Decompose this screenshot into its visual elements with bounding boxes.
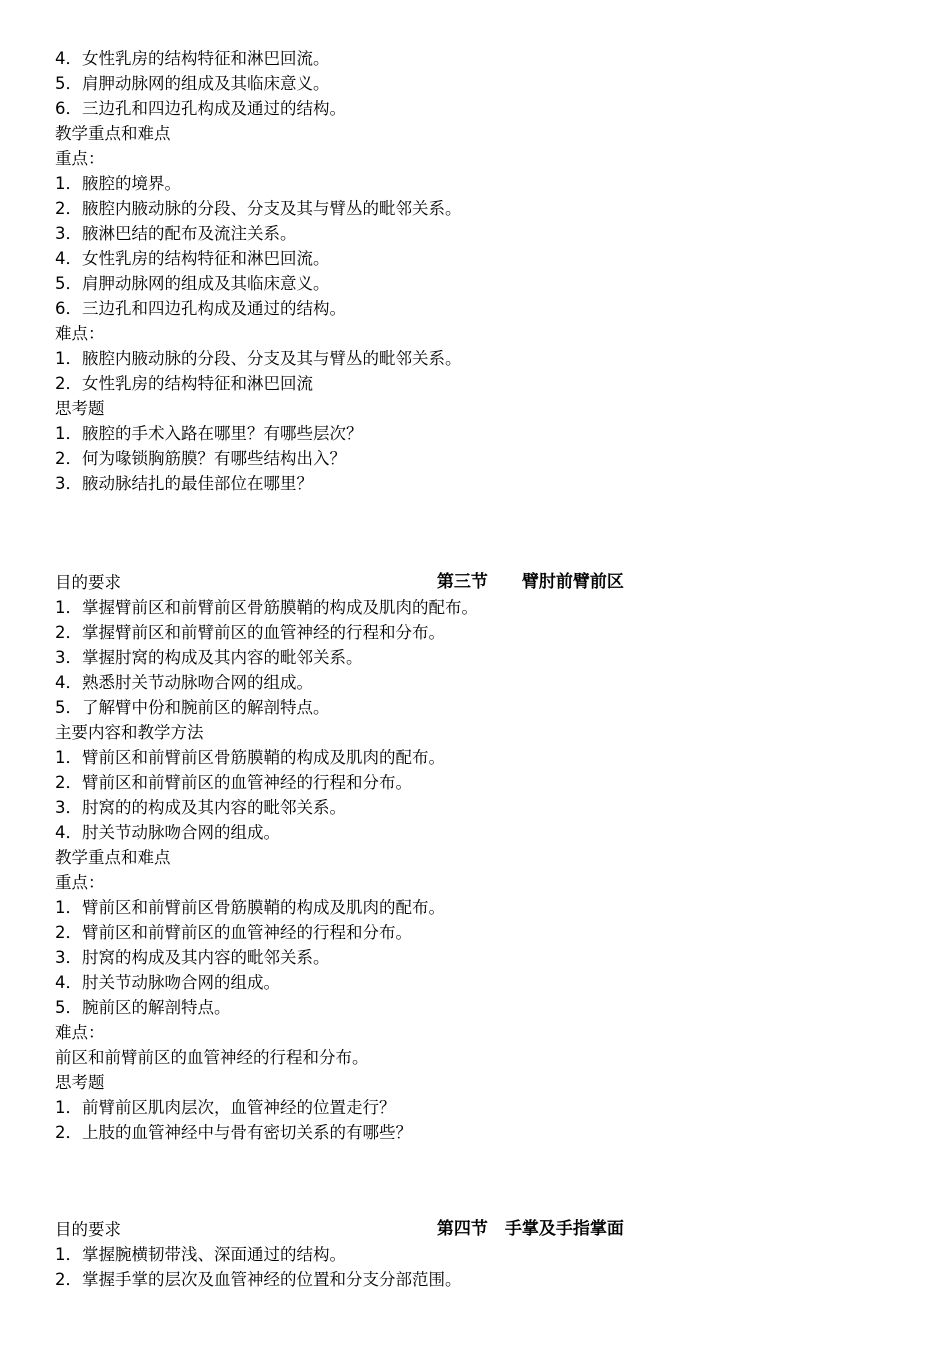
list-item: 3．肘窝的构成及其内容的毗邻关系。 xyxy=(55,948,330,967)
list-item: 3．掌握肘窝的构成及其内容的毗邻关系。 xyxy=(55,648,363,667)
list-item: 6．三边孔和四边孔构成及通过的结构。 xyxy=(55,299,346,318)
section2-tail xyxy=(55,46,915,496)
list-item: 5．肩胛动脉网的组成及其临床意义。 xyxy=(55,274,330,293)
list-item: 1．掌握臂前区和前臂前区骨筋膜鞘的构成及肌肉的配布。 xyxy=(55,598,478,617)
list-item: 3．肘窝的的构成及其内容的毗邻关系。 xyxy=(55,798,346,817)
objectives-heading: 目的要求 xyxy=(55,573,121,592)
list-item: 4．熟悉肘关节动脉吻合网的组成。 xyxy=(55,673,313,692)
section3-body xyxy=(55,570,915,1145)
content-heading: 主要内容和教学方法 xyxy=(55,723,204,742)
list-item: 1．臂前区和前臂前区骨筋膜鞘的构成及肌肉的配布。 xyxy=(55,898,445,917)
list-item: 2．臂前区和前臂前区的血管神经的行程和分布。 xyxy=(55,923,412,942)
questions-heading: 思考题 xyxy=(55,399,105,418)
list-item: 前区和前臂前区的血管神经的行程和分布。 xyxy=(55,1048,369,1067)
list-item: 1．腋腔内腋动脉的分段、分支及其与臂丛的毗邻关系。 xyxy=(55,349,462,368)
list-item: 1．腋腔的手术入路在哪里？有哪些层次？ xyxy=(55,424,363,443)
section3-title: 第三节 臂肘前臂前区 xyxy=(436,572,624,592)
list-item: 3．腋淋巴结的配布及流注关系。 xyxy=(55,224,297,243)
list-item: 2．女性乳房的结构特征和淋巴回流 xyxy=(55,374,313,393)
questions-heading: 思考题 xyxy=(55,1073,105,1092)
list-item: 1．臂前区和前臂前区骨筋膜鞘的构成及肌肉的配布。 xyxy=(55,748,445,767)
list-item: 4．肘关节动脉吻合网的组成。 xyxy=(55,823,280,842)
list-item: 1．掌握腕横韧带浅、深面通过的结构。 xyxy=(55,1245,346,1264)
list-item: 5．了解臂中份和腕前区的解剖特点。 xyxy=(55,698,330,717)
list-item: 1．腋腔的境界。 xyxy=(55,174,181,193)
section4-title: 第四节 手掌及手指掌面 xyxy=(436,1219,624,1239)
list-item: 2．腋腔内腋动脉的分段、分支及其与臂丛的毗邻关系。 xyxy=(55,199,462,218)
key-label: 重点： xyxy=(55,873,105,892)
list-item: 2．何为喙锁胸筋膜？有哪些结构出入？ xyxy=(55,449,346,468)
list-item: 2．臂前区和前臂前区的血管神经的行程和分布。 xyxy=(55,773,412,792)
difficult-label: 难点： xyxy=(55,324,105,343)
list-item: 5．腕前区的解剖特点。 xyxy=(55,998,231,1017)
list-item: 5．肩胛动脉网的组成及其临床意义。 xyxy=(55,74,330,93)
key-label: 重点： xyxy=(55,149,105,168)
difficult-label: 难点： xyxy=(55,1023,105,1042)
key-points-heading: 教学重点和难点 xyxy=(55,848,171,867)
list-item: 1．前臂前区肌肉层次，血管神经的位置走行？ xyxy=(55,1098,396,1117)
list-item: 2．上肢的血管神经中与骨有密切关系的有哪些？ xyxy=(55,1123,412,1142)
section4-body xyxy=(55,1217,915,1292)
objectives-heading: 目的要求 xyxy=(55,1220,121,1239)
key-points-heading: 教学重点和难点 xyxy=(55,124,171,143)
list-item: 4．肘关节动脉吻合网的组成。 xyxy=(55,973,280,992)
list-item: 4．女性乳房的结构特征和淋巴回流。 xyxy=(55,249,330,268)
list-item: 3．腋动脉结扎的最佳部位在哪里？ xyxy=(55,474,313,493)
list-item: 2．掌握手掌的层次及血管神经的位置和分支分部范围。 xyxy=(55,1270,462,1289)
list-item: 6．三边孔和四边孔构成及通过的结构。 xyxy=(55,99,346,118)
list-item: 4．女性乳房的结构特征和淋巴回流。 xyxy=(55,49,330,68)
list-item: 2．掌握臂前区和前臂前区的血管神经的行程和分布。 xyxy=(55,623,445,642)
